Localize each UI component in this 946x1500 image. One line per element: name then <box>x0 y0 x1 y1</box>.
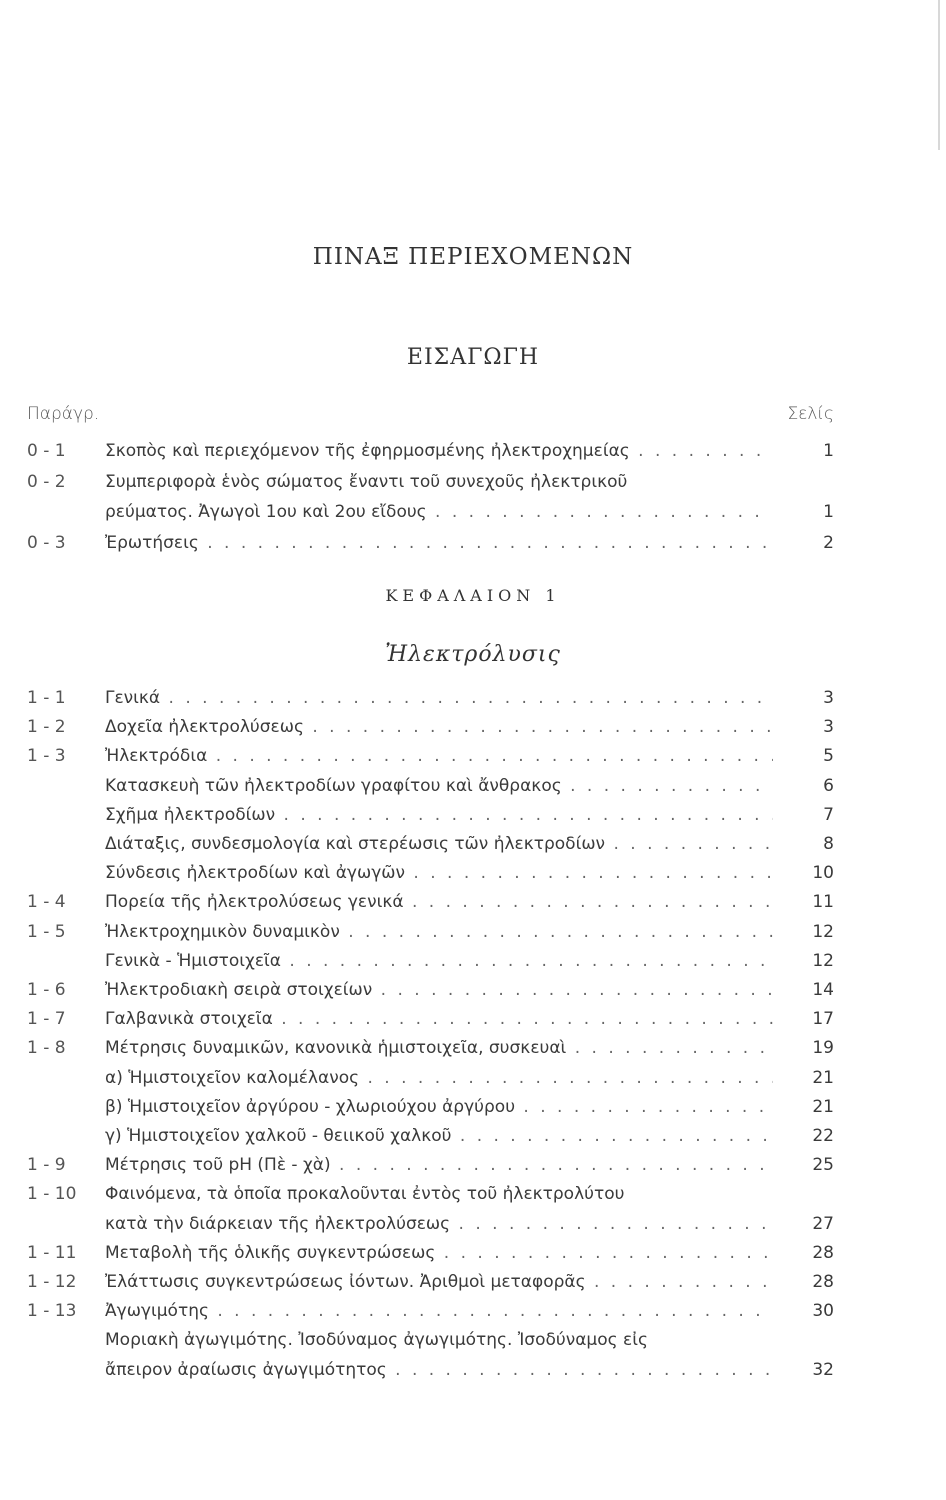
toc-entry <box>0 468 946 497</box>
entry-title: Ἠλεκτροχημικὸν δυναμικὸν . . . <box>105 918 773 947</box>
entry-page: 21 <box>812 1067 834 1088</box>
toc-entry <box>0 888 946 917</box>
entry-page: 14 <box>812 980 834 1000</box>
toc-entry <box>0 742 946 771</box>
entry-page: 6 <box>823 775 834 796</box>
entry-page: 30 <box>812 1301 834 1322</box>
toc-entry <box>0 918 946 947</box>
entry-title: ἄπειρον ἀραίωσις ἀγωγιμότητος . . . <box>105 1356 773 1385</box>
toc-entry <box>0 1034 946 1063</box>
toc-entry <box>0 1180 946 1209</box>
toc-entry <box>0 1151 946 1180</box>
entry-page: 32 <box>812 1359 834 1380</box>
entry-title: β) Ἡμιστοιχεῖον ἀργύρου - χλωριούχου ἀργύρου . . . <box>105 1093 773 1122</box>
entry-page: 28 <box>812 1242 834 1263</box>
entry-number: 1 - 9 <box>27 1155 66 1176</box>
entry-page: 25 <box>812 1155 834 1176</box>
toc-entry <box>0 1297 946 1326</box>
toc-title: ΠΙΝΑΞ ΠΕΡΙΕΧΟΜΕΝΩΝ <box>312 244 634 270</box>
toc-entry <box>0 976 946 1005</box>
entry-title: Ἀγωγιμότης . . . <box>105 1297 773 1326</box>
entry-title: ρεύματος. Ἀγωγοὶ 1ου καὶ 2ου εἴδους . . . <box>105 498 773 527</box>
toc-entry <box>0 830 946 859</box>
entry-title: Δοχεῖα ἠλεκτρολύσεως . . . <box>105 713 773 742</box>
entry-number: 1 - 3 <box>27 746 66 767</box>
entry-page: 1 <box>823 441 834 461</box>
entry-number: 1 - 11 <box>27 1242 77 1263</box>
entry-title: Σκοπὸς καὶ περιεχόμενον τῆς ἐφηρμοσμένης ἠλεκτροχημείας . . . <box>105 437 773 466</box>
entry-title: Μεταβολὴ τῆς ὁλικῆς συγκεντρώσεως . . . <box>105 1239 773 1268</box>
entry-page: 3 <box>823 688 834 708</box>
paragraph-column-header: Παράγρ. <box>27 404 100 424</box>
toc-entry <box>0 684 946 713</box>
toc-entry <box>0 1210 946 1239</box>
entry-title: Γενικά . . . <box>105 684 773 713</box>
entry-title: Κατασκευὴ τῶν ἠλεκτροδίων γραφίτου καὶ ἄνθρακος . . . <box>105 772 773 801</box>
entry-number: 1 - 2 <box>27 717 66 738</box>
entry-title: Διάταξις, συνδεσμολογία καὶ στερέωσις τῶν ἠλεκτροδίων . . . <box>105 830 773 859</box>
toc-entry <box>0 859 946 888</box>
entry-number: 1 - 7 <box>27 1009 66 1030</box>
entry-title: Φαινόμενα, τὰ ὁποῖα προκαλοῦνται ἐντὸς τοῦ ἠλεκτρολύτου <box>105 1184 625 1205</box>
entry-title: Μοριακὴ ἀγωγιμότης. Ἰσοδύναμος ἀγωγιμότης. Ἰσοδύναμος εἰς <box>105 1330 648 1351</box>
entry-number: 1 - 1 <box>27 688 66 708</box>
entry-title: Μέτρησις δυναμικῶν, κανονικὰ ἡμιστοιχεῖα, συσκευαὶ . . . <box>105 1034 773 1063</box>
entry-page: 8 <box>823 834 834 854</box>
entry-number: 0 - 3 <box>27 532 66 553</box>
entry-title: Σχῆμα ἠλεκτροδίων . . . <box>105 801 773 830</box>
entry-page: 7 <box>823 804 834 825</box>
entry-page: 10 <box>812 863 834 884</box>
entry-title: Γενικὰ - Ἡμιστοιχεῖα . . . <box>105 947 773 976</box>
entry-title: Ἠλεκτροδιακὴ σειρὰ στοιχείων . . . <box>105 976 773 1005</box>
entry-title: Πορεία τῆς ἠλεκτρολύσεως γενικά . . . <box>105 888 773 917</box>
entry-page: 21 <box>812 1096 834 1117</box>
entry-title: Ἠλεκτρόδια . . . <box>105 742 773 771</box>
entry-title: Ἐλάττωσις συγκεντρώσεως ἰόντων. Ἀριθμοὶ μεταφορᾶς . . . <box>105 1268 773 1297</box>
entry-title: Μέτρησις τοῦ pH (Πὲ - χὰ) . . . <box>105 1151 773 1180</box>
entry-number: 1 - 5 <box>27 921 66 942</box>
toc-entry <box>0 947 946 976</box>
entry-page: 11 <box>812 892 834 913</box>
entry-title: γ) Ἡμιστοιχεῖον χαλκοῦ - θειικοῦ χαλκοῦ . . . <box>105 1122 773 1151</box>
toc-entry <box>0 801 946 830</box>
entry-number: 1 - 10 <box>27 1184 77 1205</box>
entry-page: 12 <box>812 950 834 971</box>
entry-page: 5 <box>823 746 834 767</box>
entry-page: 27 <box>812 1213 834 1234</box>
entry-number: 0 - 1 <box>27 441 66 461</box>
entry-title: Συμπεριφορὰ ἑνὸς σώματος ἔναντι τοῦ συνεχοῦς ἠλεκτρικοῦ <box>105 471 628 492</box>
entry-page: 22 <box>812 1126 834 1146</box>
chapter-heading: ΚΕΦΑΛΑΙΟΝ 1 <box>385 586 561 605</box>
entry-number: 1 - 6 <box>27 980 66 1000</box>
entry-page: 1 <box>823 502 834 522</box>
toc-entry <box>0 1093 946 1122</box>
toc-entry <box>0 772 946 801</box>
toc-entry <box>0 1326 946 1355</box>
toc-entry <box>0 529 946 558</box>
toc-entry <box>0 1064 946 1093</box>
page-column-header: Σελίς <box>787 404 834 424</box>
entry-title: α) Ἡμιστοιχεῖον καλομέλανος . . . <box>105 1064 773 1093</box>
entry-number: 1 - 4 <box>27 892 66 913</box>
entry-page: 2 <box>823 532 834 553</box>
entry-number: 0 - 2 <box>27 471 66 492</box>
page-edge-line <box>938 0 940 150</box>
entry-page: 12 <box>812 921 834 942</box>
entry-page: 28 <box>812 1272 834 1292</box>
entry-page: 19 <box>812 1038 834 1059</box>
entry-title: Γαλβανικὰ στοιχεῖα . . . <box>105 1005 773 1034</box>
entry-page: 3 <box>823 717 834 738</box>
entry-page: 17 <box>812 1009 834 1030</box>
chapter-subtitle: Ἠλεκτρόλυσις <box>385 642 561 667</box>
entry-title: Ἐρωτήσεις . . . <box>105 529 773 558</box>
toc-entry <box>0 437 946 466</box>
toc-entry <box>0 1268 946 1297</box>
introduction-heading: ΕΙΣΑΓΩΓΗ <box>406 345 540 370</box>
entry-title: Σύνδεσις ἠλεκτροδίων καὶ ἀγωγῶν . . . <box>105 859 773 888</box>
toc-entry <box>0 1239 946 1268</box>
entry-number: 1 - 13 <box>27 1301 77 1322</box>
toc-entry <box>0 1005 946 1034</box>
toc-entry <box>0 713 946 742</box>
toc-entry <box>0 498 946 527</box>
toc-entry <box>0 1356 946 1385</box>
entry-number: 1 - 8 <box>27 1038 66 1059</box>
entry-title: κατὰ τὴν διάρκειαν τῆς ἠλεκτρολύσεως . . . <box>105 1210 773 1239</box>
entry-number: 1 - 12 <box>27 1272 77 1292</box>
toc-entry <box>0 1122 946 1151</box>
